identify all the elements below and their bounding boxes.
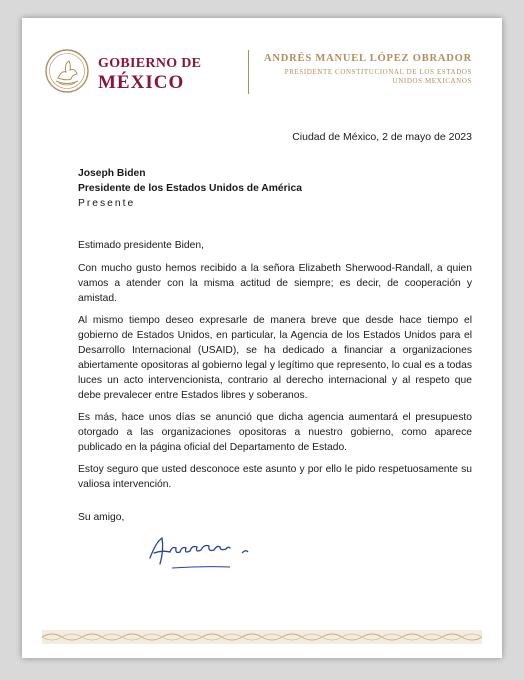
president-title: PRESIDENTE CONSTITUCIONAL DE LOS ESTADOS UNIDOS MEXICANOS — [284, 68, 472, 85]
government-name-line1: GOBIERNO DE — [98, 56, 202, 71]
paragraph: Estoy seguro que usted desconoce este asunto y por ello le pido respetuosamente su valiosa intervención. — [78, 464, 472, 490]
salutation: Estimado presidente Biden, — [78, 240, 204, 251]
recipient-block — [78, 166, 302, 211]
paragraph: Es más, hace unos días se anunció que dicha agencia aumentará el presupuesto otorgado a las organizaciones opositoras a nuestro gobierno, como aparece publicado en la página oficial del Departamento de Estado. — [78, 412, 472, 453]
recipient-title: Presidente de los Estados Unidos de América — [78, 183, 302, 194]
letter-date: Ciudad de México, 2 de mayo de 2023 — [292, 131, 472, 143]
eagle-seal-icon — [44, 48, 90, 94]
decorative-footer-band — [42, 628, 482, 646]
letterhead-divider — [248, 50, 249, 94]
letter-page — [22, 18, 502, 658]
government-name-line2: MÉXICO — [98, 72, 185, 93]
recipient-presente: Presente — [78, 198, 136, 209]
paragraph: Al mismo tiempo deseo expresarle de manera breve que desde hace tiempo el gobierno de Estados Unidos, en particular, la Agencia de los Estados Unidos para el Desarrollo Internacional (USAID), se ha dedicado a financiar a organizaciones abiertamente opositoras al gobierno legal y legítimo que represento, lo cual es a todas luces un acto intervencionista, contrario al derecho internacional y al respeto que debe prevalecer entre Estados libres y soberanos. — [78, 315, 472, 401]
handwritten-signature — [142, 520, 272, 580]
paragraph: Con mucho gusto hemos recibido a la señora Elizabeth Sherwood-Randall, a quien vamos a atender con la misma actitud de siempre; es decir, de cooperación y amistad. — [78, 263, 472, 304]
president-name: ANDRÉS MANUEL LÓPEZ OBRADOR — [264, 53, 472, 64]
letter-body — [78, 238, 472, 499]
recipient-name: Joseph Biden — [78, 168, 146, 179]
closing: Su amigo, — [78, 512, 125, 523]
